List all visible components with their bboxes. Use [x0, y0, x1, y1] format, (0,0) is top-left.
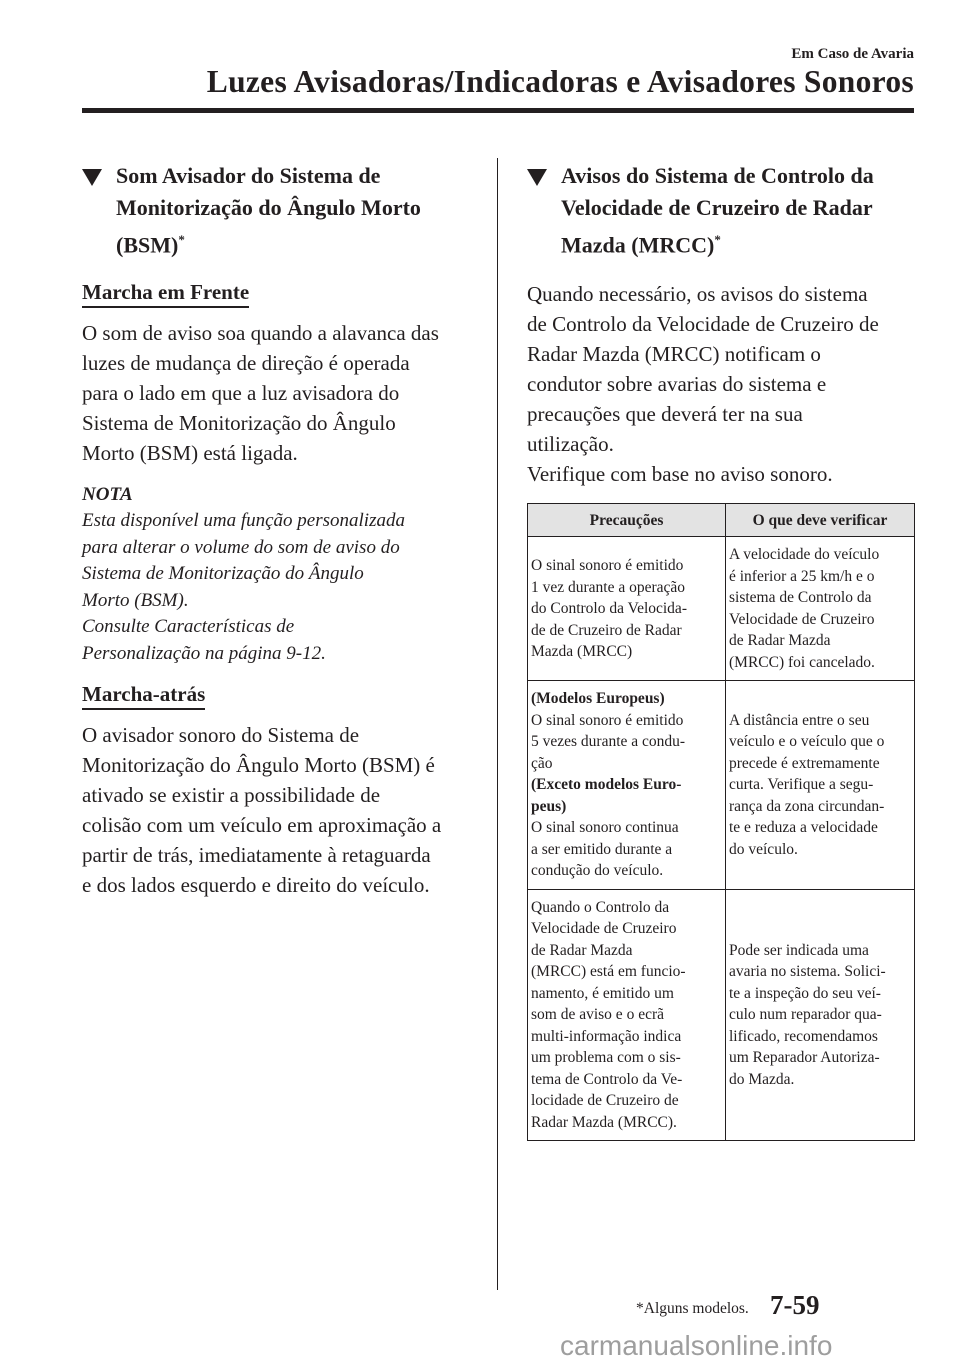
- header-section: Em Caso de Avaria: [791, 46, 914, 62]
- bold-label: (Exceto modelos Euro-: [531, 776, 682, 794]
- asterisk-mark: *: [714, 232, 721, 247]
- text-line: avaria no sistema. Solici-: [729, 963, 886, 981]
- text-line: de Radar Mazda: [531, 941, 633, 959]
- text-line: O sinal sonoro continua: [531, 819, 679, 837]
- text-line: partir de trás, imediatamente à retaguarda: [82, 843, 431, 868]
- text-line: (MRCC) foi cancelado.: [729, 653, 875, 671]
- text-line: precede é extremamente: [729, 754, 880, 772]
- text-line: te a inspeção do seu veí-: [729, 984, 881, 1002]
- warning-table: [527, 503, 915, 1141]
- heading-line: Mazda (MRCC): [561, 232, 715, 258]
- text-line: (MRCC) está em funcio-: [531, 963, 686, 981]
- table-header-row: [528, 504, 915, 537]
- text-line: colisão com um veículo em aproximação a: [82, 813, 442, 838]
- watermark: carmanualsonline.info: [560, 1330, 833, 1361]
- text-line: Consulte Características de: [82, 616, 295, 638]
- text-line: condução do veículo.: [531, 862, 664, 880]
- note-title: NOTA: [82, 484, 133, 506]
- text-line: rança da zona circundan-: [729, 797, 885, 815]
- asterisk-mark: *: [178, 232, 185, 247]
- text-line: culo num reparador qua-: [729, 1006, 882, 1024]
- text-line: O avisador sonoro do Sistema de: [82, 723, 360, 748]
- text-line: 1 vez durante a operação: [531, 578, 686, 596]
- table-row: [528, 681, 915, 890]
- text-line: curta. Verifique a segu-: [729, 776, 874, 794]
- text-line: som de aviso e o ecrã: [531, 1006, 664, 1024]
- text-line: 5 vezes durante a condu-: [531, 733, 686, 751]
- triangle-bullet-icon: [82, 169, 102, 186]
- footnote: *Alguns modelos.: [636, 1300, 749, 1317]
- note-text: [82, 508, 470, 667]
- forward-subheading: Marcha em Frente: [82, 279, 249, 308]
- text-line: Sistema de Monitorização do Ângulo: [82, 563, 364, 585]
- table-cell: [528, 889, 726, 1141]
- table-cell: [726, 537, 915, 681]
- text-line: A distância entre o seu: [729, 711, 870, 729]
- text-line: Monitorização do Ângulo Morto (BSM) é: [82, 753, 435, 778]
- text-line: utilização.: [527, 432, 614, 457]
- text-line: do Controlo da Velocida-: [531, 600, 687, 618]
- bold-label: peus): [531, 797, 567, 815]
- text-line: um Reparador Autoriza-: [729, 1049, 880, 1067]
- text-line: é inferior a 25 km/h e o: [729, 567, 875, 585]
- page-number: 7-59: [770, 1290, 820, 1320]
- text-line: locidade de Cruzeiro de: [531, 1092, 679, 1110]
- heading-line: Velocidade de Cruzeiro de Radar: [561, 195, 873, 220]
- text-line: de de Cruzeiro de Radar: [531, 621, 682, 639]
- text-line: Radar Mazda (MRCC) notificam o: [527, 342, 821, 367]
- text-line: de Controlo da Velocidade de Cruzeiro de: [527, 312, 879, 337]
- table-row: [528, 537, 915, 681]
- text-line: sistema de Controlo da: [729, 589, 872, 607]
- table-header-precautions: Precauções: [528, 504, 726, 537]
- table-header-check: O que deve verificar: [726, 504, 915, 537]
- text-line: Morto (BSM) está ligada.: [82, 441, 298, 466]
- heading-line: (BSM): [116, 232, 179, 258]
- mrcc-heading: [527, 160, 917, 261]
- column-divider: [497, 158, 498, 1290]
- left-column: [82, 160, 470, 910]
- text-line: Morto (BSM).: [82, 589, 189, 611]
- text-line: Personalização na página 9-12.: [82, 642, 326, 664]
- header-rule: [82, 108, 914, 113]
- reverse-paragraph: [82, 720, 470, 900]
- table-row: [528, 889, 915, 1141]
- text-line: Quando necessário, os avisos do sistema: [527, 282, 868, 307]
- reverse-subheading: Marcha-atrás: [82, 681, 205, 710]
- text-line: um problema com o sis-: [531, 1049, 681, 1067]
- mrcc-intro: [527, 279, 917, 489]
- bsm-heading: [82, 160, 470, 261]
- text-line: Sistema de Monitorização do Ângulo: [82, 411, 396, 436]
- text-line: do Mazda.: [729, 1070, 795, 1088]
- text-line: para o lado em que a luz avisadora do: [82, 381, 400, 406]
- forward-paragraph: [82, 318, 470, 468]
- table-cell: [726, 681, 915, 890]
- text-line: namento, é emitido um: [531, 984, 674, 1002]
- text-line: condutor sobre avarias do sistema e: [527, 372, 827, 397]
- heading-line: Som Avisador do Sistema de: [116, 163, 381, 188]
- heading-line: Avisos do Sistema de Controlo da: [561, 163, 874, 188]
- page-title: Luzes Avisadoras/Indicadoras e Avisadores Sonoros: [206, 64, 914, 99]
- text-line: O sinal sonoro é emitido: [531, 711, 684, 729]
- text-line: Velocidade de Cruzeiro: [531, 920, 677, 938]
- text-line: ção: [531, 754, 553, 772]
- text-line: A velocidade do veículo: [729, 546, 880, 564]
- text-line: tema de Controlo da Ve-: [531, 1070, 683, 1088]
- bold-label: (Modelos Europeus): [531, 690, 665, 708]
- text-line: Radar Mazda (MRCC).: [531, 1113, 677, 1131]
- heading-line: Monitorização do Ângulo Morto: [116, 195, 421, 220]
- text-line: te e reduza a velocidade: [729, 819, 878, 837]
- text-line: lificado, recomendamos: [729, 1027, 878, 1045]
- text-line: Esta disponível uma função personalizada: [82, 510, 405, 532]
- text-line: Pode ser indicada uma: [729, 941, 869, 959]
- triangle-bullet-icon: [527, 169, 547, 186]
- table-cell: [528, 681, 726, 890]
- text-line: veículo e o veículo que o: [729, 733, 885, 751]
- right-column: [527, 160, 917, 1141]
- text-line: ativado se existir a possibilidade de: [82, 783, 381, 808]
- text-line: luzes de mudança de direção é operada: [82, 351, 410, 376]
- text-line: O sinal sonoro é emitido: [531, 557, 684, 575]
- text-line: a ser emitido durante a: [531, 840, 673, 858]
- text-line: Mazda (MRCC): [531, 643, 633, 661]
- text-line: O som de aviso soa quando a alavanca das: [82, 321, 439, 346]
- text-line: Quando o Controlo da: [531, 898, 670, 916]
- text-line: precauções que deverá ter na sua: [527, 402, 803, 427]
- text-line: e dos lados esquerdo e direito do veículo.: [82, 873, 430, 898]
- text-line: Verifique com base no aviso sonoro.: [527, 462, 833, 487]
- text-line: do veículo.: [729, 840, 798, 858]
- table-cell: [726, 889, 915, 1141]
- text-line: Velocidade de Cruzeiro: [729, 610, 875, 628]
- table-cell: [528, 537, 726, 681]
- text-line: multi-informação indica: [531, 1027, 682, 1045]
- text-line: de Radar Mazda: [729, 632, 831, 650]
- text-line: para alterar o volume do som de aviso do: [82, 536, 400, 558]
